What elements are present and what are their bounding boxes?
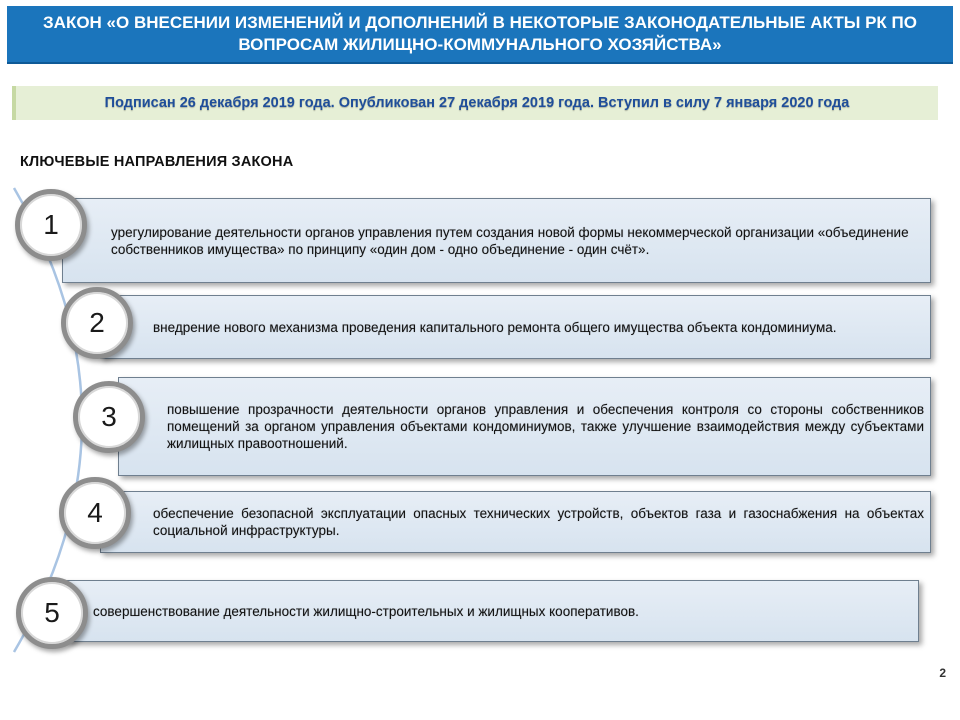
- law-dates-banner: [12, 86, 938, 120]
- direction-item-3: [118, 377, 931, 476]
- direction-item-5-text: совершенствование деятельности жилищно-строительных и жилищных кооперативов.: [93, 603, 639, 619]
- number-badge-3: 3: [73, 381, 145, 453]
- number-badge-1: 1: [15, 189, 87, 261]
- direction-item-3-text: повышение прозрачности деятельности органов управления и обеспечения контроля со стороны собственников помещений за органом управления объектами кондоминиумов, также улучшение взаимодействия между субъектами жилищных правоотношений.: [167, 402, 924, 451]
- direction-item-4: [100, 491, 931, 553]
- direction-item-2: [100, 295, 931, 359]
- page-number: 2: [939, 666, 946, 680]
- direction-item-1-text: урегулирование деятельности органов управления путем создания новой формы некоммерческой организации «объединение собственников имущества» по принципу «один дом - одно объединение - один счёт».: [111, 224, 909, 257]
- direction-item-1: [62, 198, 931, 283]
- direction-item-5: [66, 580, 919, 642]
- number-badge-4: 4: [59, 477, 131, 549]
- section-heading: КЛЮЧЕВЫЕ НАПРАВЛЕНИЯ ЗАКОНА: [20, 154, 294, 170]
- slide-title: [7, 6, 953, 64]
- slide-title-text: ЗАКОН «О ВНЕСЕНИИ ИЗМЕНЕНИЙ И ДОПОЛНЕНИЙ В НЕКОТОРЫЕ ЗАКОНОДАТЕЛЬНЫЕ АКТЫ РК ПО ВОПРОСАМ ЖИЛИЩНО-КОММУНАЛЬНОГО ХОЗЯЙСТВА»: [43, 13, 917, 54]
- direction-item-2-text: внедрение нового механизма проведения капитального ремонта общего имущества объекта кондоминиума.: [153, 319, 837, 335]
- direction-item-4-text: обеспечение безопасной эксплуатации опасных технических устройств, объектов газа и газоснабжения на объектах социальной инфраструктуры.: [153, 506, 924, 538]
- number-badge-5: 5: [16, 577, 88, 649]
- number-badge-2: 2: [61, 287, 133, 359]
- law-dates-text: Подписан 26 декабря 2019 года. Опубликован 27 декабря 2019 года. Вступил в силу 7 января 2020 года: [104, 95, 850, 111]
